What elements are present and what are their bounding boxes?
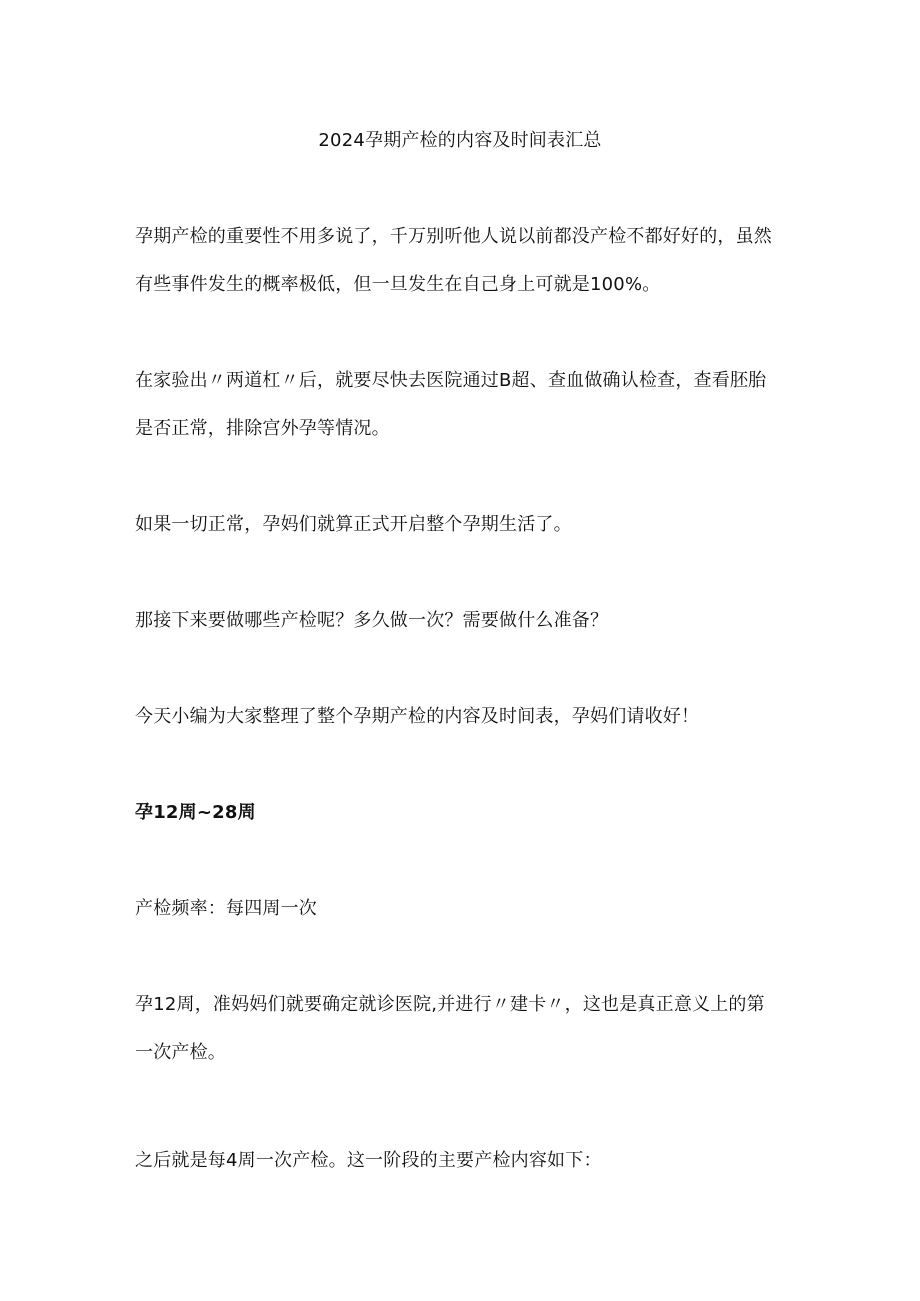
paragraph-intro: 今天小编为大家整理了整个孕期产检的内容及时间表，孕妈们请收好！ — [135, 706, 700, 727]
paragraph-confirm-check-line-1: 在家验出〃两道杠〃后，就要尽快去医院通过B超、查血做确认检查，查看胚胎 — [135, 370, 767, 391]
section-heading: 孕12周~28周 — [135, 802, 256, 823]
paragraph-questions: 那接下来要做哪些产检呢？多久做一次？需要做什么准备？ — [135, 610, 609, 631]
paragraph-normal-start: 如果一切正常，孕妈们就算正式开启整个孕期生活了。 — [135, 514, 572, 535]
paragraph-importance-line-1: 孕期产检的重要性不用多说了，千万别听他人说以前都没产检不都好好的，虽然 — [135, 226, 772, 247]
section-paragraph-schedule: 之后就是每4周一次产检。这一阶段的主要产检内容如下： — [135, 1150, 602, 1171]
section-paragraph-card-line-2: 一次产检。 — [135, 1042, 226, 1063]
section-paragraph-card-line-1: 孕12周，准妈妈们就要确定就诊医院,并进行〃建卡〃，这也是真正意义上的第 — [135, 994, 765, 1015]
document-title: 2024孕期产检的内容及时间表汇总 — [318, 130, 602, 151]
paragraph-confirm-check-line-2: 是否正常，排除宫外孕等情况。 — [135, 418, 390, 439]
paragraph-importance-line-2: 有些事件发生的概率极低，但一旦发生在自己身上可就是100%。 — [135, 274, 661, 295]
section-frequency: 产检频率：每四周一次 — [135, 898, 317, 919]
